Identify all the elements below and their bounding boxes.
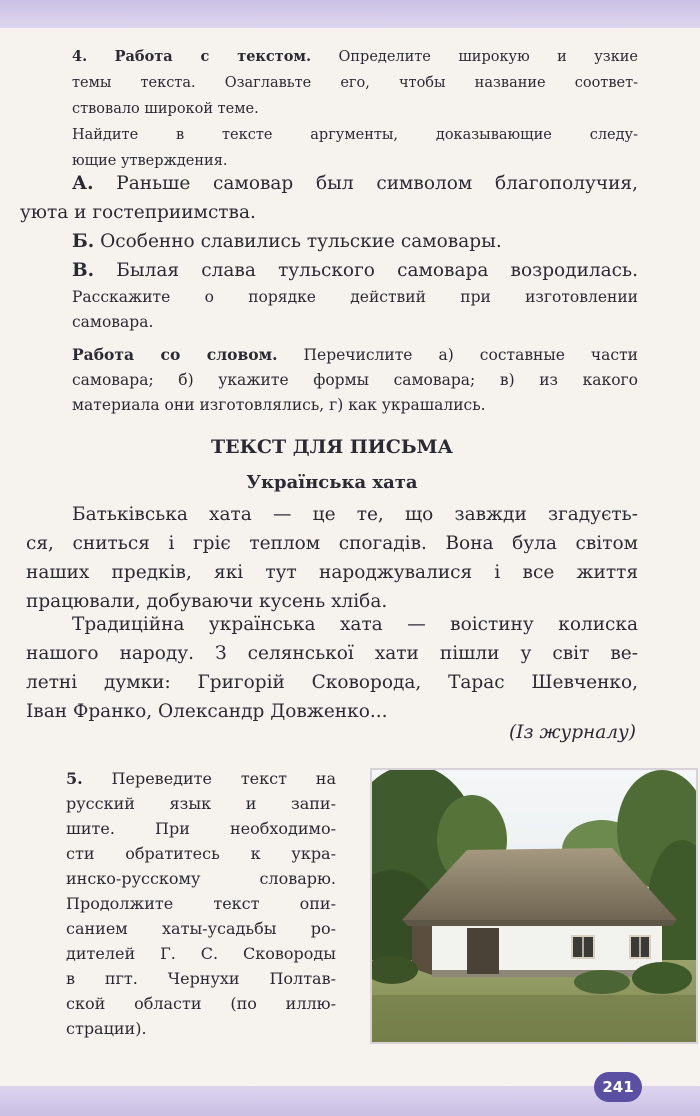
paragraph-1 [26,500,638,616]
statement-b: Б. Особенно славились тульские самовары. [72,231,502,252]
statement-a-line-2: уюта и гостеприимства. [20,202,256,223]
page-number-badge: 241 [594,1072,642,1102]
paragraph-1-line-3: наших предків, які тут народжувалися і все життя [26,562,638,583]
task-5-line-3: шите. При необходимо- [66,819,336,838]
retell-block [26,285,638,335]
house-illustration [372,770,696,1042]
retell-line-2: самовара. [72,313,154,331]
word-work-title: Работа со словом. [72,345,278,364]
section-heading: ТЕКСТ ДЛЯ ПИСЬМА [210,436,454,458]
statement-a-line-1: А. Раньше самовар был символом благополучия, [72,173,638,194]
word-work-line-3: материала они изготовлялись, г) как украшались. [72,396,486,414]
paragraph-2-line-1: Традиційна українська хата — воістину колиска [72,614,638,635]
task-5-line-1: 5. Переведите текст на [66,769,336,788]
task-5-line-10: ской области (по иллю- [66,994,336,1013]
task-5-line-9: в пгт. Чернухи Полтав- [66,969,336,988]
top-page-band [0,0,700,28]
task-4-number: 4. [72,48,88,65]
paragraph-1-line-1: Батьківська хата — це те, що завжди згадуєть- [72,504,638,525]
task-5-line-7: санием хаты-усадьбы ро- [66,919,336,938]
word-work-block [26,342,638,418]
paragraph-2 [26,610,638,726]
paragraph-2-line-3: летні думки: Григорій Сковорода, Тарас Шевченко, [26,672,638,693]
task-4-line-5: ющие утверждения. [72,153,228,169]
house-photo [370,768,698,1044]
paragraph-1-line-2: ся, сниться і гріє теплом спогадів. Вона була світом [26,533,638,554]
task-5-line-5: инско-русскому словарю. [66,869,336,888]
task-5-line-8: дителей Г. С. Сковороды [66,944,336,963]
task-4-line-4: Найдите в тексте аргументы, доказывающие следу- [72,127,638,143]
word-work-line-1: Работа со словом. Перечислите а) составные части [72,345,638,364]
source-citation: (Із журналу) [508,722,636,743]
task-4-block [26,44,638,174]
task-5-line-4: сти обратитесь к укра- [66,844,336,863]
task-4-title: Работа с текстом. [114,48,312,65]
task-5-line-11: страции). [66,1019,147,1038]
task-5-line-2: русский язык и запи- [66,794,336,813]
paragraph-2-line-4: Іван Франко, Олександр Довженко... [26,701,388,722]
text-title: Українська хата [246,472,418,493]
paragraph-2-line-2: нашого народу. З селянської хати пішли у світ ве- [26,643,638,664]
retell-line-1: Расскажите о порядке действий при изготовлении [72,288,638,306]
paragraph-1-line-4: працювали, добуваючи кусень хліба. [26,591,388,612]
task-4-line-2: темы текста. Озаглавьте его, чтобы название соответ- [72,75,638,91]
task-4-line-1: 4. Работа с текстом. Определите широкую и узкие [72,48,639,65]
word-work-line-2: самовара; б) укажите формы самовара; в) из какого [72,371,638,389]
task-5-block [66,766,336,1041]
task-5-number: 5. [66,769,83,788]
statement-v: В. Былая слава тульского самовара возродилась. [72,260,638,281]
statements-block [20,169,638,285]
task-5-line-6: Продолжите текст опи- [66,894,336,913]
task-4-line-3: ствовало широкой теме. [72,101,259,117]
